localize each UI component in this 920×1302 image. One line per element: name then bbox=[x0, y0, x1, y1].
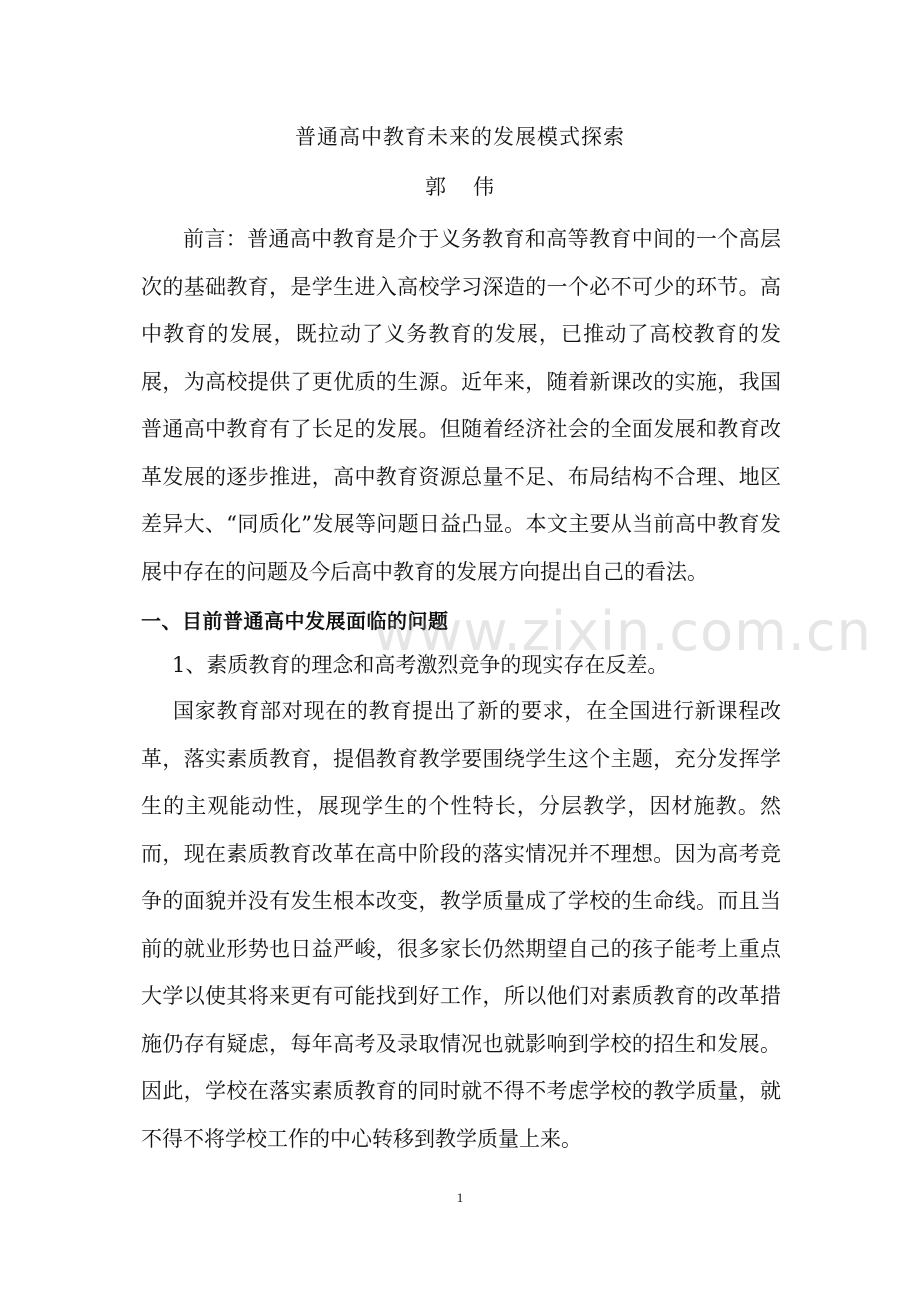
section-heading: 一、目前普通高中发展面临的问题 bbox=[141, 609, 449, 633]
page-number: 1 bbox=[456, 1190, 464, 1205]
subsection-heading: 1、素质教育的理念和高考激烈竞争的现实存在反差。 bbox=[172, 653, 669, 677]
author-surname: 郭 bbox=[425, 175, 447, 199]
watermark: www.zixin.com.cn bbox=[373, 600, 872, 663]
document-title: 普通高中教育未来的发展模式探索 bbox=[295, 125, 625, 149]
body-paragraph: 国家教育部对现在的教育提出了新的要求，在全国进行新课程改革，落实素质教育，提倡教育教学要围绕学生这个主题，充分发挥学生的主观能动性，展现学生的个性特长，分层教学，因材施教。然而，现在素质教育改革在高中阶段的落实情况并不理想。因为高考竞争的面貌并没有发生根本改变，教学质量成了学校的生命线。而且当前的就业形势也日益严峻，很多家长仍然期望自己的孩子能考上重点大学以使其将来更有可能找到好工作，所以他们对素质教育的改革措施仍存有疑虑，每年高考及录取情况也就影响到学校的招生和发展。因此，学校在落实素质教育的同时就不得不考虑学校的教学质量，就不得不将学校工作的中心转移到教学质量上来。 bbox=[141, 699, 781, 1151]
author-given-name: 伟 bbox=[473, 175, 495, 199]
intro-paragraph: 前言：普通高中教育是介于义务教育和高等教育中间的一个高层次的基础教育，是学生进入高校学习深造的一个必不可少的环节。高中教育的发展，既拉动了义务教育的发展，已推动了高校教育的发展，为高校提供了更优质的生源。近年来，随着新课改的实施，我国普通高中教育有了长足的发展。但随着经济社会的全面发展和教育改革发展的逐步推进，高中教育资源总量不足、布局结构不合理、地区差异大、“同质化”发展等问题日益凸显。本文主要从当前高中教育发展中存在的问题及今后高中教育的发展方向提出自己的看法。 bbox=[141, 227, 781, 584]
author-name bbox=[0, 172, 920, 202]
